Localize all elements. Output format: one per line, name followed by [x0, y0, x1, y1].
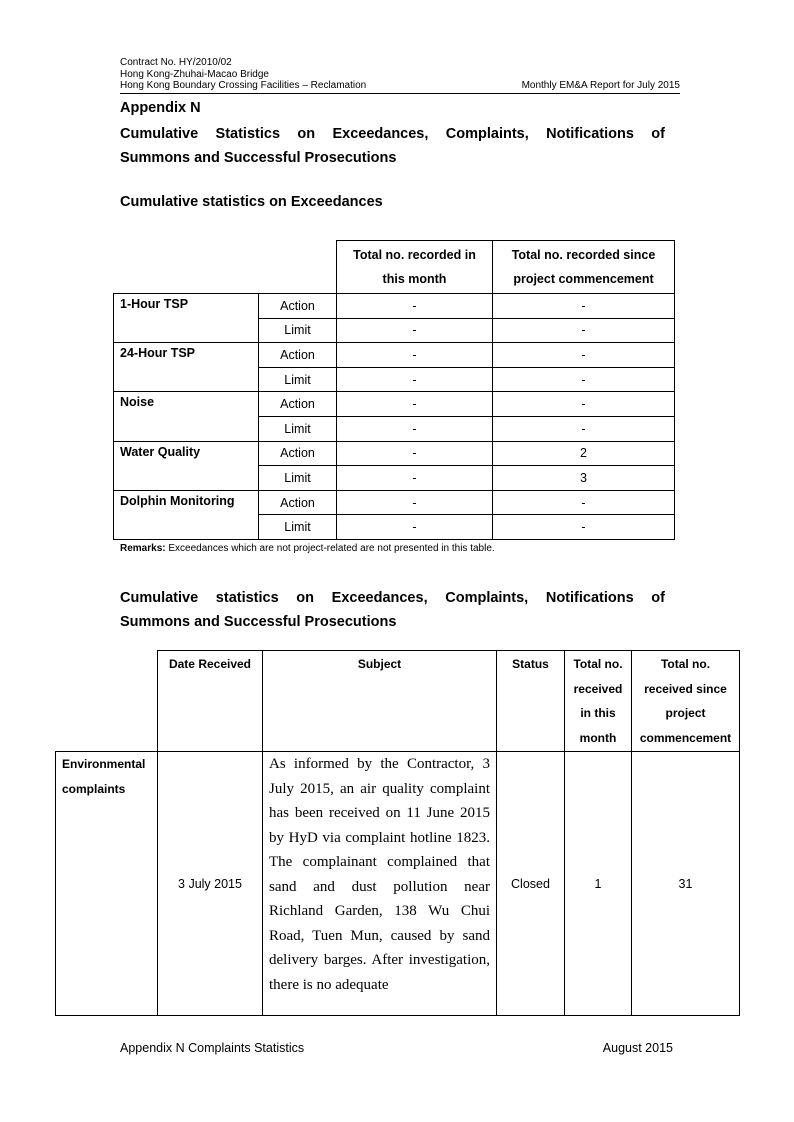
exceedances-table	[113, 240, 675, 540]
month-cell: -	[337, 490, 493, 515]
status-cell: Closed	[497, 752, 565, 1016]
exceedances-section-title: Cumulative statistics on Exceedances	[120, 194, 383, 210]
col-total-header: Total no. received since project commencement	[632, 651, 740, 752]
col-month-header: Total no. received in this month	[565, 651, 632, 752]
remarks-label: Remarks:	[120, 543, 166, 554]
col-month-header: Total no. recorded in this month	[337, 241, 493, 294]
month-cell: -	[337, 416, 493, 441]
month-cell: -	[337, 318, 493, 343]
month-cell: -	[337, 466, 493, 491]
main-title	[120, 122, 665, 170]
complaints-table	[55, 650, 740, 1016]
month-cell: -	[337, 294, 493, 319]
col-status-header: Status	[497, 651, 565, 752]
total-cell: 2	[493, 441, 675, 466]
table-row	[114, 294, 675, 319]
remarks-text: Exceedances which are not project-related are not presented in this table.	[165, 543, 495, 554]
main-title-line-1: Cumulative Statistics on Exceedances, Complaints, Notifications of	[120, 126, 665, 142]
blank-header-cell	[56, 651, 158, 752]
date-cell: 3 July 2015	[158, 752, 263, 1016]
total-cell: -	[493, 367, 675, 392]
page-footer	[120, 1041, 673, 1055]
remarks	[120, 543, 495, 554]
complaints-title-line-1: Cumulative statistics on Exceedances, Complaints, Notifications of	[120, 590, 665, 606]
month-cell: -	[337, 515, 493, 540]
table-row	[114, 392, 675, 417]
table-header-row	[56, 651, 740, 752]
table-row	[114, 343, 675, 368]
table-row	[56, 752, 740, 1016]
level-cell: Action	[259, 392, 337, 417]
col-date-header: Date Received	[158, 651, 263, 752]
subject-cell: As informed by the Contractor, 3 July 2015, an air quality complaint has been received on 11 June 2015 by HyD via complaint hotline 1823. The complainant complained that sand and dust pollution near Richland Garden, 138 Wu Chui Road, Tuen Mun, caused by sand delivery barges. After investigation, there is no adequate	[263, 752, 497, 1016]
col-total-header: Total no. recorded since project commencement	[493, 241, 675, 294]
main-title-line-2: Summons and Successful Prosecutions	[120, 150, 397, 166]
level-cell: Limit	[259, 367, 337, 392]
total-cell: -	[493, 416, 675, 441]
level-cell: Action	[259, 490, 337, 515]
footer-left: Appendix N Complaints Statistics	[120, 1041, 305, 1055]
col-subject-header: Subject	[263, 651, 497, 752]
page-header	[120, 57, 680, 94]
month-cell: -	[337, 392, 493, 417]
category-cell: Environmental complaints	[56, 752, 158, 1016]
level-cell: Action	[259, 294, 337, 319]
table-header-row	[114, 241, 675, 294]
category-cell: Noise	[114, 392, 259, 441]
project-name: Hong Kong-Zhuhai-Macao Bridge	[120, 68, 269, 80]
total-cell: -	[493, 515, 675, 540]
total-cell: -	[493, 490, 675, 515]
report-name: Monthly EM&A Report for July 2015	[521, 80, 680, 91]
month-cell: 1	[565, 752, 632, 1016]
table-row	[114, 441, 675, 466]
header-rule-row	[120, 80, 680, 94]
level-cell: Action	[259, 343, 337, 368]
category-cell: Water Quality	[114, 441, 259, 490]
complaints-title-line-2: Summons and Successful Prosecutions	[120, 614, 397, 630]
month-cell: -	[337, 343, 493, 368]
table-row	[114, 490, 675, 515]
complaints-section-title	[120, 586, 665, 634]
footer-right: August 2015	[602, 1041, 673, 1055]
appendix-title: Appendix N	[120, 100, 201, 116]
level-cell: Limit	[259, 416, 337, 441]
facility-name: Hong Kong Boundary Crossing Facilities – Reclamation	[120, 80, 367, 91]
total-cell: -	[493, 392, 675, 417]
total-cell: 3	[493, 466, 675, 491]
contract-number: Contract No. HY/2010/02	[120, 57, 232, 68]
month-cell: -	[337, 367, 493, 392]
month-cell: -	[337, 441, 493, 466]
level-cell: Limit	[259, 466, 337, 491]
category-cell: Dolphin Monitoring	[114, 490, 259, 539]
total-cell: -	[493, 343, 675, 368]
level-cell: Action	[259, 441, 337, 466]
level-cell: Limit	[259, 515, 337, 540]
category-cell: 1-Hour TSP	[114, 294, 259, 343]
total-cell: 31	[632, 752, 740, 1016]
total-cell: -	[493, 318, 675, 343]
blank-header-cell	[114, 241, 337, 294]
level-cell: Limit	[259, 318, 337, 343]
category-cell: 24-Hour TSP	[114, 343, 259, 392]
total-cell: -	[493, 294, 675, 319]
